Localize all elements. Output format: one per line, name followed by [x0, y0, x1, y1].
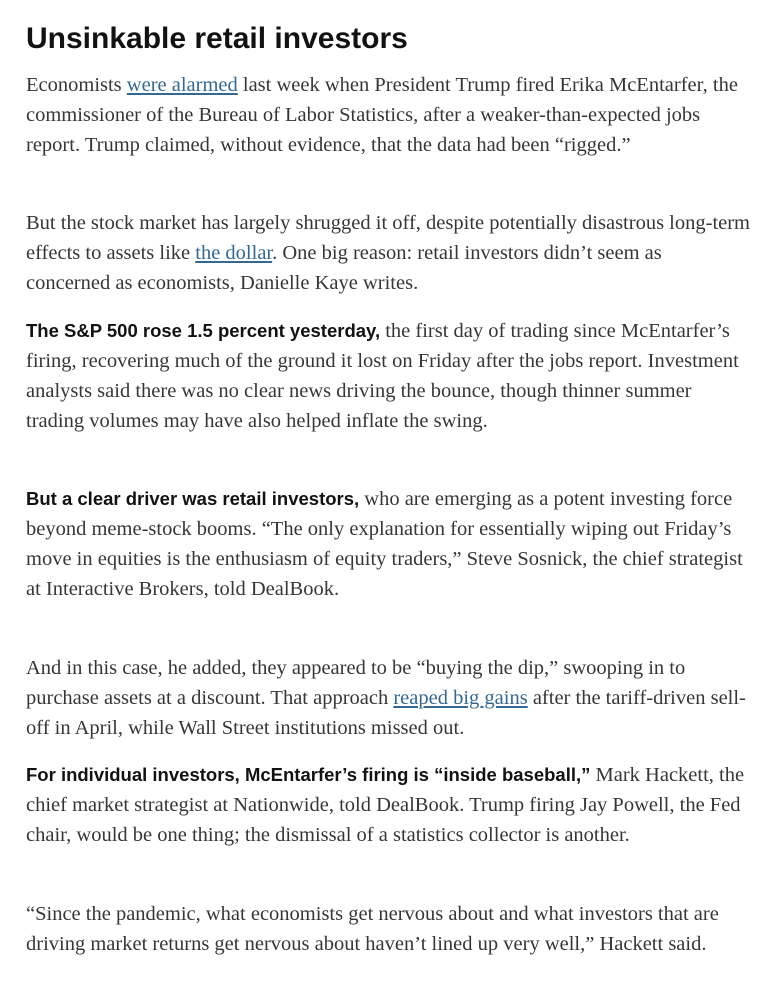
paragraph-text: last week when President Trump fired Erika McEntarfer, the commissioner of the Bureau of Labor Statistics, after a weaker-than-expected jobs report. Trump claimed, without evidence, that the data had been “rigged.” — [26, 74, 738, 156]
article-headline: Unsinkable retail investors — [26, 22, 408, 55]
paragraph-text: . One big reason: retail investors didn’t seem as concerned as economists, Danielle Kaye writes. — [26, 242, 662, 294]
paragraph-retail-investors-driver — [26, 484, 751, 604]
paragraph-text: after the tariff-driven sell-off in April, while Wall Street institutions missed out. — [26, 687, 746, 739]
paragraph-economists-alarmed — [26, 70, 751, 160]
paragraph-lede: The S&P 500 rose 1.5 percent yesterday, — [26, 320, 381, 341]
paragraph-hackett-quote — [26, 899, 751, 959]
paragraph-lede: For individual investors, McEntarfer’s firing is “inside baseball,” — [26, 764, 591, 785]
paragraph-buying-the-dip — [26, 653, 751, 743]
paragraph-text: But the stock market has largely shrugged it off, despite potentially disastrous long-term effects to assets like — [26, 212, 751, 264]
paragraph-text: the first day of trading since McEntarfer’s firing, recovering much of the ground it lost on Friday after the jobs report. Investment analysts said there was no clear news driving the bounce, though thinner summer trading volumes may have also helped inflate the swing. — [26, 320, 739, 432]
paragraph-text: Economists — [26, 74, 127, 96]
paragraph-inside-baseball — [26, 760, 751, 850]
paragraph-sp500-rose — [26, 316, 751, 436]
link-reaped-big-gains[interactable]: reaped big gains — [393, 687, 528, 709]
link-the-dollar[interactable]: the dollar — [195, 242, 273, 264]
paragraph-text: And in this case, he added, they appeared to be “buying the dip,” swooping in to purchase assets at a discount. That approach — [26, 657, 686, 709]
paragraph-lede: But a clear driver was retail investors, — [26, 488, 360, 509]
paragraph-text: Mark Hackett, the chief market strategist at Nationwide, told DealBook. Trump firing Jay Powell, the Fed chair, would be one thing; the dismissal of a statistics collector is another. — [26, 764, 745, 846]
paragraph-text: “Since the pandemic, what economists get nervous about and what investors that are driving market returns get nervous about haven’t lined up very well,” Hackett said. — [26, 903, 719, 955]
paragraph-text: who are emerging as a potent investing force beyond meme-stock booms. “The only explanation for essentially wiping out Friday’s move in equities is the enthusiasm of equity traders,” Steve Sosnick, the chief strategist at Interactive Brokers, told DealBook. — [26, 488, 743, 600]
link-were-alarmed[interactable]: were alarmed — [126, 74, 238, 96]
paragraph-stock-market-shrugged — [26, 208, 751, 298]
